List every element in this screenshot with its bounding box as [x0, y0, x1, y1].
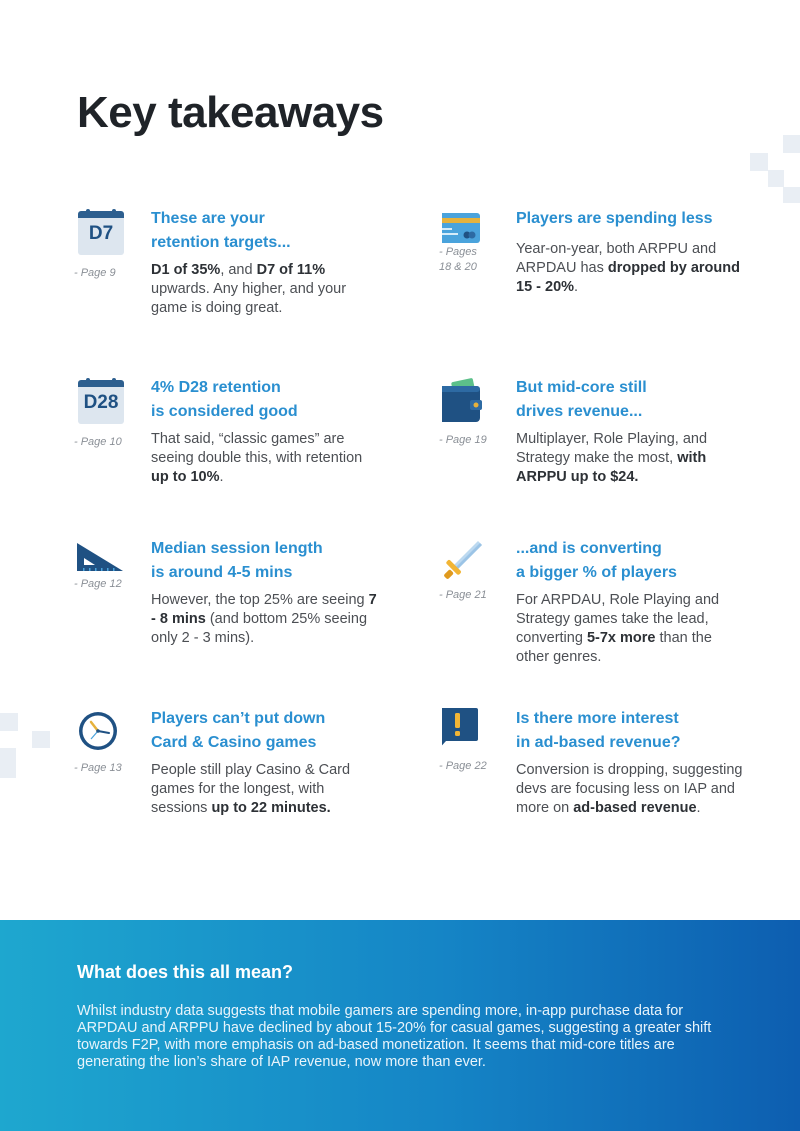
takeaway-text: D1 of 35%, and D7 of 11% upwards. Any higher, and your game is doing great.	[151, 262, 347, 316]
decorative-square	[32, 731, 50, 748]
decorative-square	[783, 187, 800, 203]
takeaway-text: For ARPDAU, Role Playing and Strategy games take the lead, converting 5-7x more than the other genres.	[516, 592, 720, 665]
takeaway-text: Multiplayer, Role Playing, and Strategy make the most, with ARPPU up to $24.	[516, 431, 708, 485]
page-title: Key takeaways	[77, 88, 384, 137]
page-reference: - Page 22	[439, 760, 487, 772]
page-reference: - Page 10	[74, 436, 122, 448]
takeaway-heading: These are your retention targets...	[151, 210, 291, 251]
takeaway-text: However, the top 25% are seeing 7 - 8 mins (and bottom 25% seeing only 2 - 3 mins).	[151, 592, 377, 646]
decorative-square	[0, 713, 18, 731]
takeaway-heading: 4% D28 retention is considered good	[151, 379, 298, 420]
sword-icon	[442, 537, 490, 585]
takeaway-text: That said, “classic games” are seeing double this, with retention up to 10%.	[151, 431, 363, 485]
page-reference: - Pages 18 & 20	[439, 246, 477, 273]
takeaway-heading: Is there more interest in ad-based revenue?	[516, 710, 681, 751]
takeaway-text: People still play Casino & Card games for the longest, with sessions up to 22 minutes.	[151, 762, 351, 816]
page-reference: - Page 12	[74, 578, 122, 590]
takeaway-heading: Players are spending less	[516, 210, 713, 227]
takeaway-text: Conversion is dropping, suggesting devs are focusing less on IAP and more on ad-based revenue.	[516, 762, 743, 816]
takeaway-heading: Players can’t put down Card & Casino games	[151, 710, 326, 751]
decorative-square	[0, 748, 16, 778]
summary-text: Whilst industry data suggests that mobile gamers are spending more, in-app purchase data for ARPDAU and ARPPU have declined by about 15-20% for casual games, suggesting a greater shift towards F2P, with more emphasis on ad-based monetization. It seems that mid-core titles are generating the lion’s share of IAP revenue, now more than ever.	[77, 1003, 712, 1070]
takeaway-heading: Median session length is around 4-5 mins	[151, 540, 323, 581]
page-reference: - Page 21	[439, 589, 487, 601]
summary-heading: What does this all mean?	[77, 962, 294, 982]
calendar-label: D7	[88, 223, 114, 244]
decorative-square	[750, 153, 768, 171]
calendar-icon	[77, 376, 125, 424]
summary-panel	[0, 920, 800, 1131]
decorative-square	[783, 135, 800, 153]
takeaway-heading: ...and is converting a bigger % of players	[516, 540, 677, 581]
page-reference: - Page 19	[439, 434, 487, 446]
takeaway-heading: But mid-core still drives revenue...	[516, 379, 647, 420]
page-reference: - Page 13	[74, 762, 122, 774]
decorative-square	[768, 170, 784, 187]
calendar-label: D28	[83, 392, 119, 413]
page-reference: - Page 9	[74, 267, 116, 279]
clock-icon	[77, 707, 125, 755]
alert-icon	[442, 707, 490, 755]
wallet-icon	[442, 376, 490, 424]
calendar-icon	[77, 207, 125, 255]
takeaway-text: Year-on-year, both ARPPU and ARPDAU has dropped by around 15 - 20%.	[516, 241, 740, 295]
